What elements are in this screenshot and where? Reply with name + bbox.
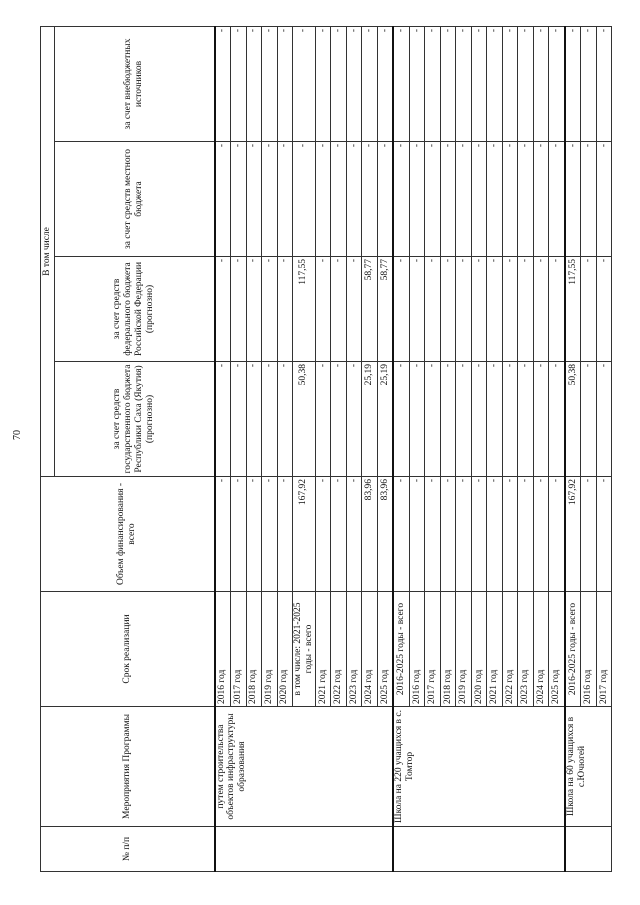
period-cell: 2017 год [596,592,612,707]
federal-cell: - [277,257,293,362]
republic-cell: - [549,362,565,477]
period-cell: 2019 год [456,592,472,707]
local-cell: - [502,142,518,257]
federal-cell: 117,55 [293,257,316,362]
volume-cell: - [231,477,247,592]
period-cell: 2016-2025 годы - всего [393,592,409,707]
period-cell: 2023 год [518,592,534,707]
activity-cell: путем строительства объектов инфраструктуры образования [215,707,394,827]
extra-cell: - [425,26,441,141]
federal-cell: - [231,257,247,362]
volume-cell: 167,92 [293,477,316,592]
federal-cell: - [215,257,231,362]
volume-cell: - [502,477,518,592]
local-cell: - [581,142,597,257]
republic-cell: - [471,362,487,477]
republic-cell: - [425,362,441,477]
extra-cell: - [277,26,293,141]
republic-cell: - [440,362,456,477]
republic-cell: - [518,362,534,477]
local-cell: - [277,142,293,257]
extra-cell: - [293,26,316,141]
activity-cell: Школа на 220 учащихся в с. Томтор [393,707,565,827]
republic-cell: - [231,362,247,477]
local-cell: - [315,142,331,257]
local-cell: - [393,142,409,257]
extra-cell: - [315,26,331,141]
extra-cell: - [231,26,247,141]
federal-cell: - [315,257,331,362]
local-cell: - [565,142,581,257]
local-cell: - [346,142,362,257]
federal-cell: - [409,257,425,362]
header-extra: за счет внебюджетных источников [55,26,215,141]
federal-cell: - [393,257,409,362]
volume-cell: 83,96 [377,477,393,592]
volume-cell: - [440,477,456,592]
republic-cell: - [262,362,278,477]
row-num-cell [393,827,565,872]
period-cell: 2021 год [487,592,503,707]
extra-cell: - [487,26,503,141]
period-cell: 2024 год [362,592,378,707]
republic-cell: 50,38 [565,362,581,477]
row-num-cell [565,827,612,872]
period-cell: 2016-2025 годы - всего [565,592,581,707]
extra-cell: - [393,26,409,141]
period-cell: 2023 год [346,592,362,707]
volume-cell: - [581,477,597,592]
header-federal: за счет средств федерального бюджета Российской Федерации (прогнозно) [55,257,215,362]
volume-cell: - [456,477,472,592]
local-cell: - [456,142,472,257]
federal-cell: - [456,257,472,362]
volume-cell: - [596,477,612,592]
federal-cell: - [262,257,278,362]
federal-cell: - [246,257,262,362]
extra-cell: - [549,26,565,141]
volume-cell: - [425,477,441,592]
republic-cell: 25,19 [362,362,378,477]
republic-cell: - [487,362,503,477]
volume-cell: - [331,477,347,592]
period-cell: 2022 год [331,592,347,707]
republic-cell: - [315,362,331,477]
federal-cell: - [487,257,503,362]
extra-cell: - [440,26,456,141]
local-cell: - [215,142,231,257]
period-cell: 2022 год [502,592,518,707]
republic-cell: - [502,362,518,477]
volume-cell: - [518,477,534,592]
local-cell: - [533,142,549,257]
local-cell: - [293,142,316,257]
federal-cell: 58,77 [377,257,393,362]
header-republic: за счет средств государственного бюджета Республики Саха (Якутия) (прогнозно) [55,362,215,477]
local-cell: - [362,142,378,257]
federal-cell: - [440,257,456,362]
extra-cell: - [596,26,612,141]
extra-cell: - [377,26,393,141]
federal-cell: - [502,257,518,362]
volume-cell: - [315,477,331,592]
extra-cell: - [246,26,262,141]
federal-cell: 58,77 [362,257,378,362]
local-cell: - [596,142,612,257]
table-body [215,26,612,871]
volume-cell: - [262,477,278,592]
extra-cell: - [471,26,487,141]
volume-cell: - [549,477,565,592]
federal-cell: - [549,257,565,362]
republic-cell: - [277,362,293,477]
republic-cell: - [331,362,347,477]
local-cell: - [262,142,278,257]
federal-cell: - [346,257,362,362]
local-cell: - [518,142,534,257]
table-row [215,26,231,871]
local-cell: - [231,142,247,257]
period-cell: 2024 год [533,592,549,707]
header-num: № п/п [41,827,215,872]
local-cell: - [440,142,456,257]
volume-cell: - [277,477,293,592]
header-local: за счет средств местного бюджета [55,142,215,257]
extra-cell: - [502,26,518,141]
volume-cell: - [471,477,487,592]
period-cell: 2017 год [231,592,247,707]
federal-cell: - [425,257,441,362]
republic-cell: - [246,362,262,477]
volume-cell: 167,92 [565,477,581,592]
period-cell: 2018 год [246,592,262,707]
volume-cell: - [409,477,425,592]
financing-table [40,26,612,872]
rotated-table-container [40,27,608,872]
republic-cell: - [456,362,472,477]
volume-cell: - [246,477,262,592]
table-row [393,26,409,871]
federal-cell: - [581,257,597,362]
period-cell: 2016 год [581,592,597,707]
federal-cell: - [471,257,487,362]
page-number: 70 [12,430,23,440]
republic-cell: - [215,362,231,477]
header-period: Срок реализации [41,592,215,707]
extra-cell: - [409,26,425,141]
period-cell: 2025 год [549,592,565,707]
period-cell: 2020 год [471,592,487,707]
federal-cell: 117,55 [565,257,581,362]
extra-cell: - [215,26,231,141]
local-cell: - [425,142,441,257]
row-num-cell [215,827,394,872]
federal-cell: - [331,257,347,362]
local-cell: - [471,142,487,257]
period-cell: 2016 год [215,592,231,707]
period-cell: 2016 год [409,592,425,707]
volume-cell: - [346,477,362,592]
period-cell: 2021 год [315,592,331,707]
republic-cell: - [409,362,425,477]
extra-cell: - [331,26,347,141]
local-cell: - [409,142,425,257]
local-cell: - [487,142,503,257]
republic-cell: - [581,362,597,477]
period-cell: 2019 год [262,592,278,707]
header-volume: Объем финансирования - всего [41,477,215,592]
republic-cell: 50,38 [293,362,316,477]
period-cell: 2018 год [440,592,456,707]
volume-cell: - [393,477,409,592]
volume-cell: - [533,477,549,592]
federal-cell: - [596,257,612,362]
local-cell: - [549,142,565,257]
header-activity: Мероприятия Программы [41,707,215,827]
activity-cell: Школа на 60 учащихся в с.Ючюгей [565,707,612,827]
volume-cell: 83,96 [362,477,378,592]
table-row [565,26,581,871]
extra-cell: - [262,26,278,141]
header-including: В том числе [41,26,55,476]
local-cell: - [246,142,262,257]
republic-cell: 25,19 [377,362,393,477]
period-cell: 2025 год [377,592,393,707]
volume-cell: - [215,477,231,592]
local-cell: - [377,142,393,257]
extra-cell: - [565,26,581,141]
republic-cell: - [346,362,362,477]
republic-cell: - [393,362,409,477]
federal-cell: - [518,257,534,362]
republic-cell: - [533,362,549,477]
extra-cell: - [456,26,472,141]
volume-cell: - [487,477,503,592]
extra-cell: - [533,26,549,141]
extra-cell: - [581,26,597,141]
extra-cell: - [362,26,378,141]
period-cell: в том числе: 2021-2025 годы - всего [293,592,316,707]
federal-cell: - [533,257,549,362]
local-cell: - [331,142,347,257]
extra-cell: - [346,26,362,141]
period-cell: 2020 год [277,592,293,707]
extra-cell: - [518,26,534,141]
republic-cell: - [596,362,612,477]
period-cell: 2017 год [425,592,441,707]
